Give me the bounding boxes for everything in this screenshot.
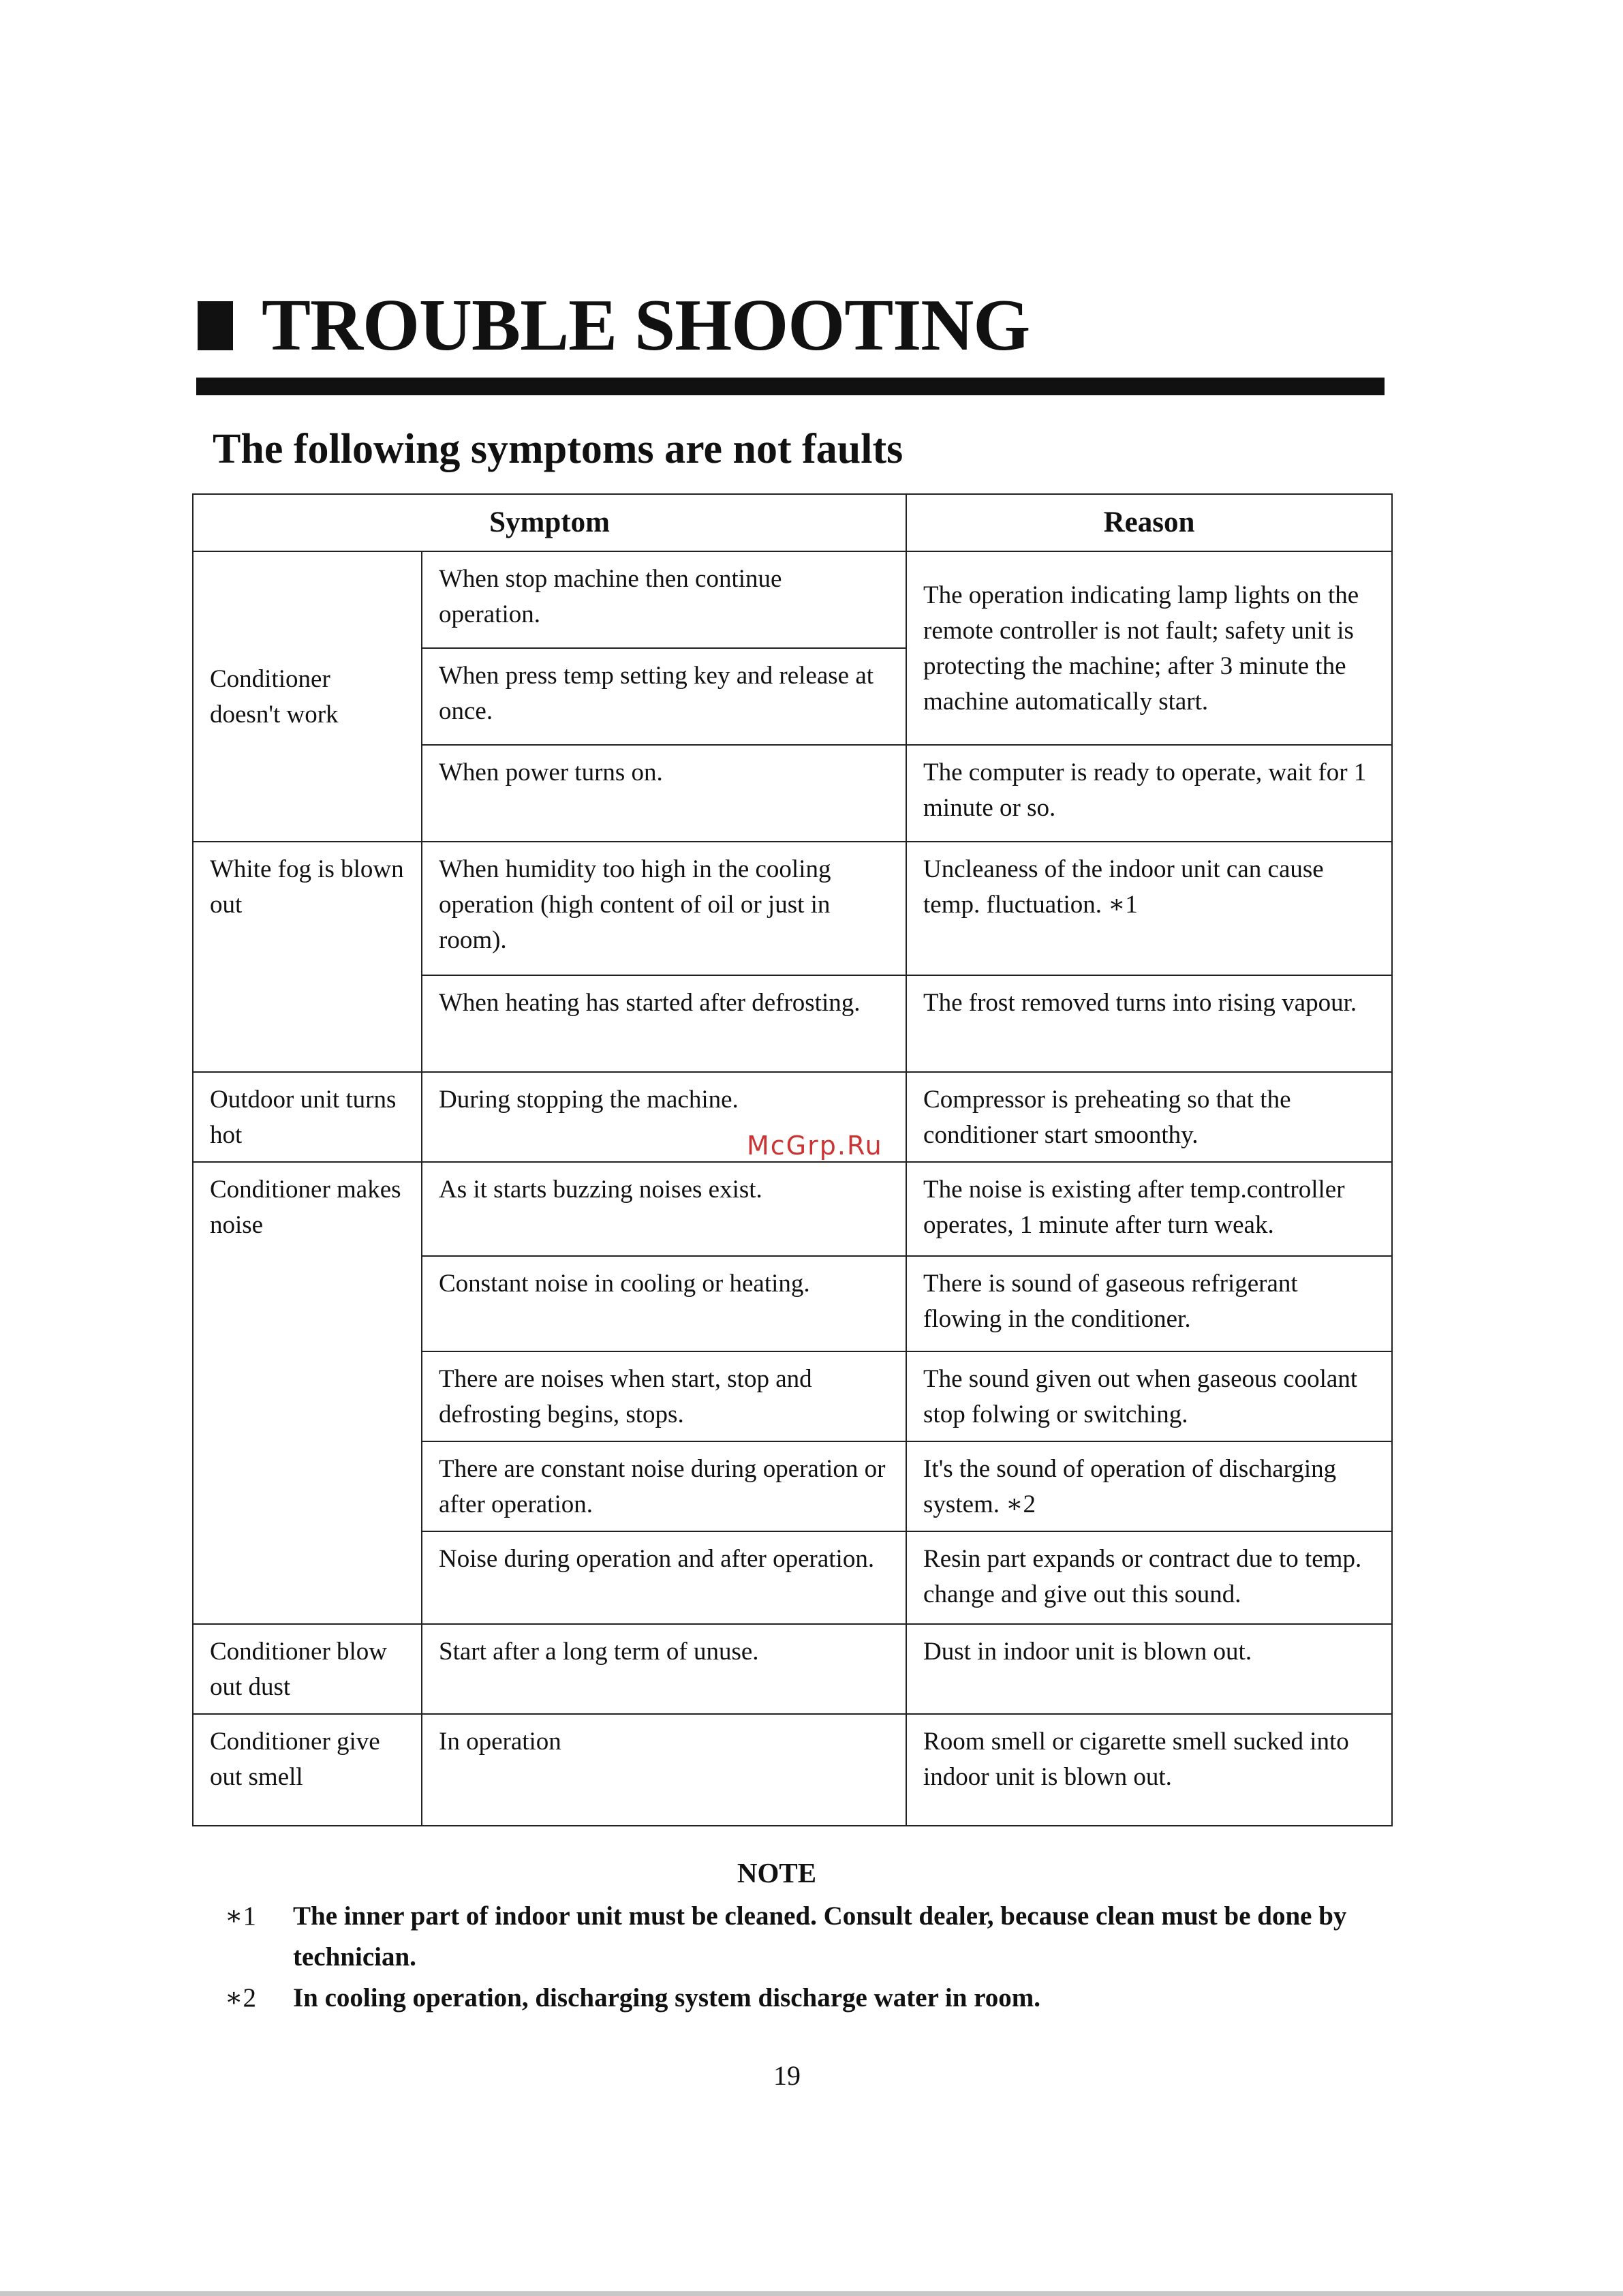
reason-cell: Compressor is preheating so that the conditioner start smoonthy. (906, 1072, 1392, 1162)
category-cell: Conditioner doesn't work (193, 551, 422, 842)
category-cell: Conditioner blow out dust (193, 1624, 422, 1714)
note-item (225, 1896, 1383, 1978)
reason-cell: Dust in indoor unit is blown out. (906, 1624, 1392, 1714)
section-subheading: The following symptoms are not faults (213, 426, 903, 472)
reason-cell: The noise is existing after temp.controller operates, 1 minute after turn weak. (906, 1162, 1392, 1256)
note-text: In cooling operation, discharging system discharge water in room. (293, 1983, 1041, 2012)
note-item (225, 1978, 1383, 2019)
category-cell: White fog is blown out (193, 842, 422, 1072)
reason-cell: The computer is ready to operate, wait for 1 minute or so. (906, 745, 1392, 842)
symptom-cell: In operation (422, 1714, 906, 1826)
bottom-divider (0, 2291, 1623, 2296)
note-marker: ∗1 (225, 1901, 257, 1931)
note-marker: ∗2 (225, 1983, 257, 2012)
reason-column-header: Reason (906, 494, 1392, 551)
symptom-cell: There are constant noise during operation or after operation. (422, 1441, 906, 1531)
page-heading (198, 285, 1030, 367)
table-row (193, 551, 1392, 648)
page-number: 19 (773, 2060, 801, 2091)
reason-cell: Uncleaness of the indoor unit can cause temp. fluctuation. ∗1 (906, 842, 1392, 975)
reason-cell: The sound given out when gaseous coolant stop folwing or switching. (906, 1351, 1392, 1441)
table-row (193, 1714, 1392, 1826)
reason-cell: It's the sound of operation of discharging system. ∗2 (906, 1441, 1392, 1531)
symptom-cell: Start after a long term of unuse. (422, 1624, 906, 1714)
symptom-cell: When power turns on. (422, 745, 906, 842)
symptom-cell: As it starts buzzing noises exist. (422, 1162, 906, 1256)
symptom-cell: Constant noise in cooling or heating. (422, 1256, 906, 1351)
symptom-cell: Noise during operation and after operation. (422, 1531, 906, 1624)
symptom-column-header: Symptom (193, 494, 906, 551)
heading-rule (196, 378, 1385, 395)
note-title: NOTE (737, 1857, 817, 1888)
reason-cell: The frost removed turns into rising vapour. (906, 975, 1392, 1072)
symptom-cell: When humidity too high in the cooling operation (high content of oil or just in room). (422, 842, 906, 975)
symptom-cell: When heating has started after defrosting. (422, 975, 906, 1072)
reason-cell: Resin part expands or contract due to temp. change and give out this sound. (906, 1531, 1392, 1624)
table-row (193, 842, 1392, 975)
table-header-row (193, 494, 1392, 551)
symptom-cell: When stop machine then continue operation. (422, 551, 906, 648)
category-cell: Conditioner give out smell (193, 1714, 422, 1826)
reason-cell: There is sound of gaseous refrigerant flowing in the conditioner. (906, 1256, 1392, 1351)
symptom-cell: When press temp setting key and release at once. (422, 648, 906, 745)
watermark: McGrp.Ru (747, 1131, 883, 1161)
page-title: TROUBLE SHOOTING (262, 285, 1030, 366)
category-cell: Outdoor unit turns hot (193, 1072, 422, 1162)
note-text: The inner part of indoor unit must be cleaned. Consult dealer, because clean must be done by technician. (293, 1901, 1347, 1972)
symptom-cell: There are noises when start, stop and defrosting begins, stops. (422, 1351, 906, 1441)
table-row (193, 1624, 1392, 1714)
symptom-cell: During stopping the machine. (422, 1072, 906, 1162)
reason-cell: The operation indicating lamp lights on the remote controller is not fault; safety unit is protecting the machine; after 3 minute the machine automatically start. (906, 551, 1392, 745)
table-row (193, 1162, 1392, 1256)
note-block (225, 1856, 1383, 2019)
category-cell: Conditioner makes noise (193, 1162, 422, 1624)
heading-square-icon (198, 301, 233, 350)
reason-cell: Room smell or cigarette smell sucked into indoor unit is blown out. (906, 1714, 1392, 1826)
